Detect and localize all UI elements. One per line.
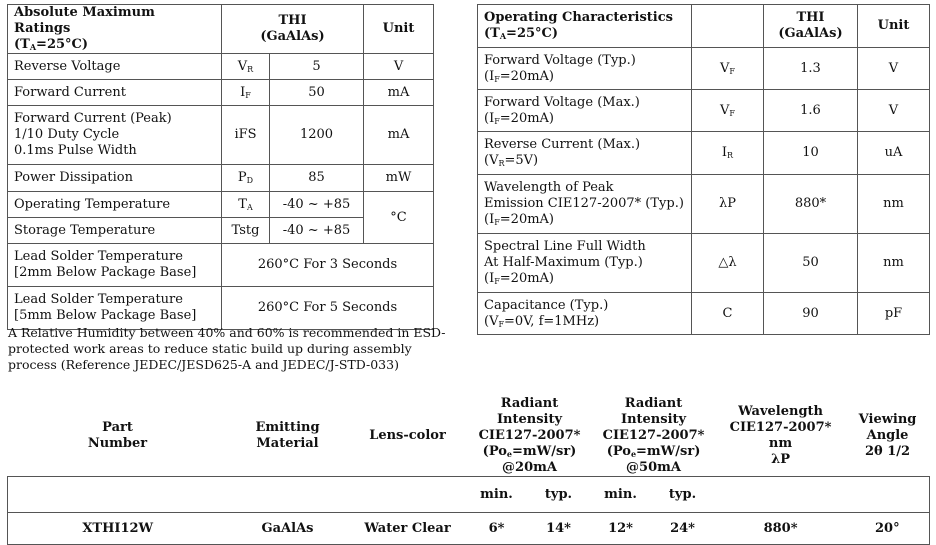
abs-condition: $(T_A=25^\circ C)$: [14, 37, 89, 52]
table-row: Wavelength of Peak Emission CIE127-2007* (Typ.) $(I_F=20mA)$ λP 880* nm: [478, 175, 930, 234]
table-row: Reverse Current (Max.) $(V_R=5V)$ $I_R$ 10 uA: [478, 132, 930, 175]
header-radiant-intensity-20ma: Radiant Intensity CIE127-2007* $(Po_e=mW/sr)$ @20mA: [478, 396, 581, 475]
op-title: Operating Characteristics: [484, 10, 673, 25]
part-number-table: [7, 396, 930, 545]
sub-header-row: min. typ. min. typ.: [8, 477, 930, 513]
part-number-cell: XTHI12W: [8, 513, 228, 545]
humidity-note: A Relative Humidity between 40% and 60% is recommended in ESD-protected work areas to reduce static build up during assembly process (Reference JEDEC/JESD625-A and JEDEC/J-STD-033): [8, 325, 446, 372]
abs-title: Absolute Maximum Ratings: [14, 5, 155, 36]
table-row: Forward Voltage (Max.) $(I_F=20mA)$ $V_F$ 1.6 V: [478, 90, 930, 132]
table-row: Lead Solder Temperature [2mm Below Package Base] 260°C For 3 Seconds: [8, 244, 434, 287]
table-row: XTHI12W GaAlAs Water Clear 6* 14* 12* 24* 880* 20°: [8, 513, 930, 545]
op-col-unit: Unit: [858, 5, 930, 48]
header-emitting-material: Emitting Material: [255, 420, 320, 451]
table-row: Forward Current $I_F$ 50 mA: [8, 80, 434, 106]
table-row: Power Dissipation $P_D$ 85 mW: [8, 165, 434, 192]
table-row: Operating Temperature $T_A$ -40 ~ +85 °C: [8, 192, 434, 218]
table-row: Forward Voltage (Typ.) $(I_F=20mA)$ $V_F$ 1.3 V: [478, 48, 930, 90]
table-row: Reverse Voltage $V_R$ 5 V: [8, 54, 434, 80]
header-lens-color: Lens-color: [369, 428, 446, 443]
op-title-cell: [478, 5, 692, 48]
table-row: Storage Temperature Tstg -40 ~ +85: [8, 218, 434, 244]
absolute-max-ratings-table: [7, 4, 434, 330]
header-part-number: Part Number: [87, 420, 148, 451]
header-radiant-intensity-50ma: Radiant Intensity CIE127-2007* $(Po_e=mW/sr)$ @50mA: [602, 396, 705, 475]
abs-col-thi: THI (GaAlAs): [222, 5, 364, 54]
header-viewing-angle: Viewing Angle 2θ 1/2: [858, 412, 917, 459]
delta-lambda-symbol: △λ: [692, 234, 764, 293]
abs-title-cell: [8, 5, 222, 54]
table-row: Spectral Line Full Width At Half-Maximum (Typ.) $(I_F=20mA)$ △λ 50 nm: [478, 234, 930, 293]
header-wavelength: Wavelength CIE127-2007* nm λP: [729, 404, 832, 467]
op-condition: $(T_A=25^\circ C)$: [484, 26, 559, 41]
abs-col-unit: Unit: [364, 5, 434, 54]
table-row: Forward Current (Peak) 1/10 Duty Cycle 0.1ms Pulse Width iFS 1200 mA: [8, 106, 434, 165]
table-row: Lead Solder Temperature [5mm Below Package Base] 260°C For 5 Seconds: [8, 287, 434, 330]
operating-characteristics-table: [477, 4, 930, 335]
op-col-thi: THI (GaAlAs): [764, 5, 858, 48]
table-row: Capacitance (Typ.) ($V_F=0V$, f=1MHz) C 90 pF: [478, 293, 930, 335]
